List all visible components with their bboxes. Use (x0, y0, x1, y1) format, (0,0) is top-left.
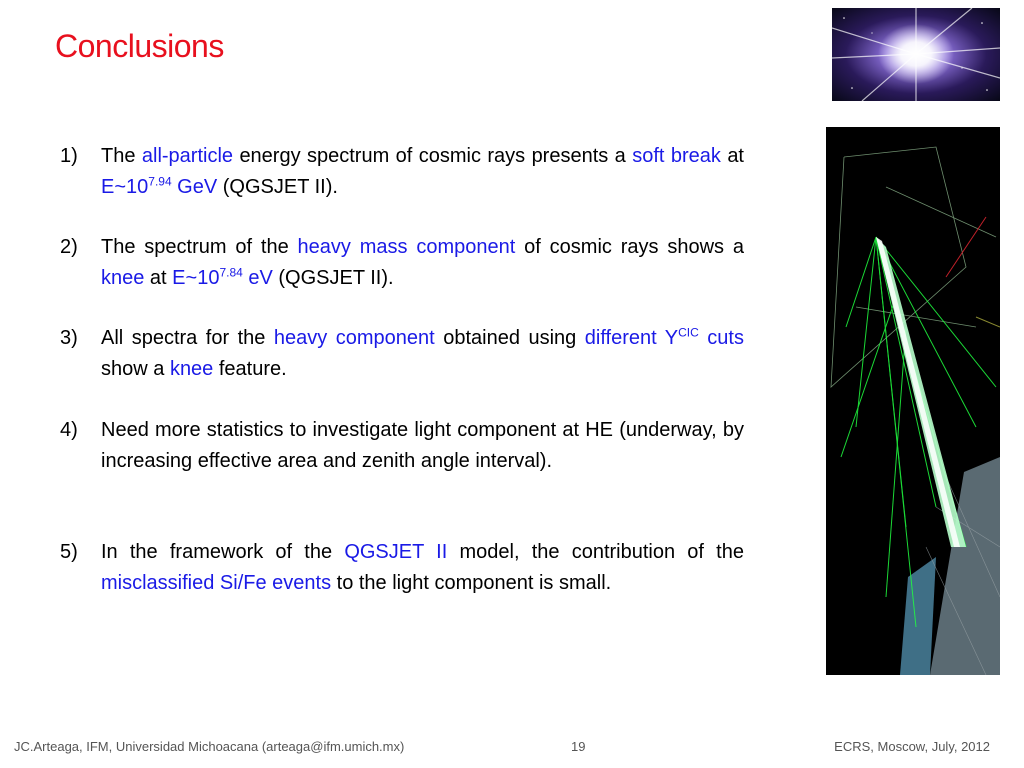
highlighted-term: all-particle (141, 145, 234, 167)
conclusion-item-2 (60, 232, 744, 294)
air-shower-simulation-image (826, 127, 1000, 675)
highlighted-term: knee (101, 267, 145, 289)
conclusion-item-1 (60, 141, 744, 203)
text-run: (QGSJET II). (217, 176, 338, 198)
highlighted-term: E~10 (101, 176, 149, 198)
highlighted-term: E~10 (172, 267, 220, 289)
item-number: 2) (60, 236, 78, 258)
highlighted-term: CIC (678, 325, 699, 340)
highlighted-term: heavy mass component (297, 236, 516, 258)
item-number: 5) (60, 541, 78, 563)
highlighted-term: QGSJET II (344, 541, 448, 563)
item-text (101, 327, 744, 380)
item-text (101, 419, 744, 472)
text-run: model, the contribution of the (447, 541, 744, 563)
highlighted-term: cuts (698, 327, 744, 349)
text-run: The (101, 145, 142, 167)
highlighted-term: 7.84 (219, 265, 243, 280)
text-run: obtained using (434, 327, 585, 349)
text-run: All spectra for the (101, 327, 274, 349)
highlighted-term: different Y (584, 327, 679, 349)
starburst-image (832, 8, 1000, 101)
footer-author: JC.Arteaga, IFM, Universidad Michoacana (arteaga@ifm.umich.mx) (14, 739, 405, 754)
highlighted-term: GeV (171, 176, 218, 198)
text-run: energy spectrum of cosmic rays presents a (233, 145, 633, 167)
conclusion-item-4 (60, 415, 744, 477)
highlighted-term: misclassified Si/Fe events (101, 572, 332, 594)
item-number: 1) (60, 145, 78, 167)
text-run: of cosmic rays shows a (515, 236, 744, 258)
text-run: at (720, 145, 744, 167)
highlighted-term: knee (169, 358, 214, 380)
item-text (101, 541, 744, 594)
item-number: 4) (60, 419, 78, 441)
text-run: Need more statistics to investigate light component at HE (underway, by increasing effective area and zenith angle interval). (101, 419, 744, 472)
item-text (101, 236, 744, 289)
text-run: In the framework of the (101, 541, 345, 563)
conclusion-item-3 (60, 323, 744, 385)
item-number: 3) (60, 327, 78, 349)
highlighted-term: 7.94 (148, 174, 172, 189)
text-run: feature. (213, 358, 287, 380)
highlighted-term: soft break (632, 145, 721, 167)
footer-page-number: 19 (571, 739, 586, 754)
text-run: show a (101, 358, 170, 380)
text-run: (QGSJET II). (272, 267, 394, 289)
conclusion-item-5 (60, 537, 744, 599)
highlighted-term: eV (242, 267, 273, 289)
text-run: to the light component is small. (331, 572, 612, 594)
highlighted-term: heavy component (273, 327, 435, 349)
footer-conference: ECRS, Moscow, July, 2012 (834, 739, 990, 754)
text-run: at (144, 267, 173, 289)
conclusions-list (60, 141, 744, 599)
item-text (101, 145, 744, 198)
slide-title: Conclusions (55, 28, 224, 64)
text-run: The spectrum of the (101, 236, 298, 258)
